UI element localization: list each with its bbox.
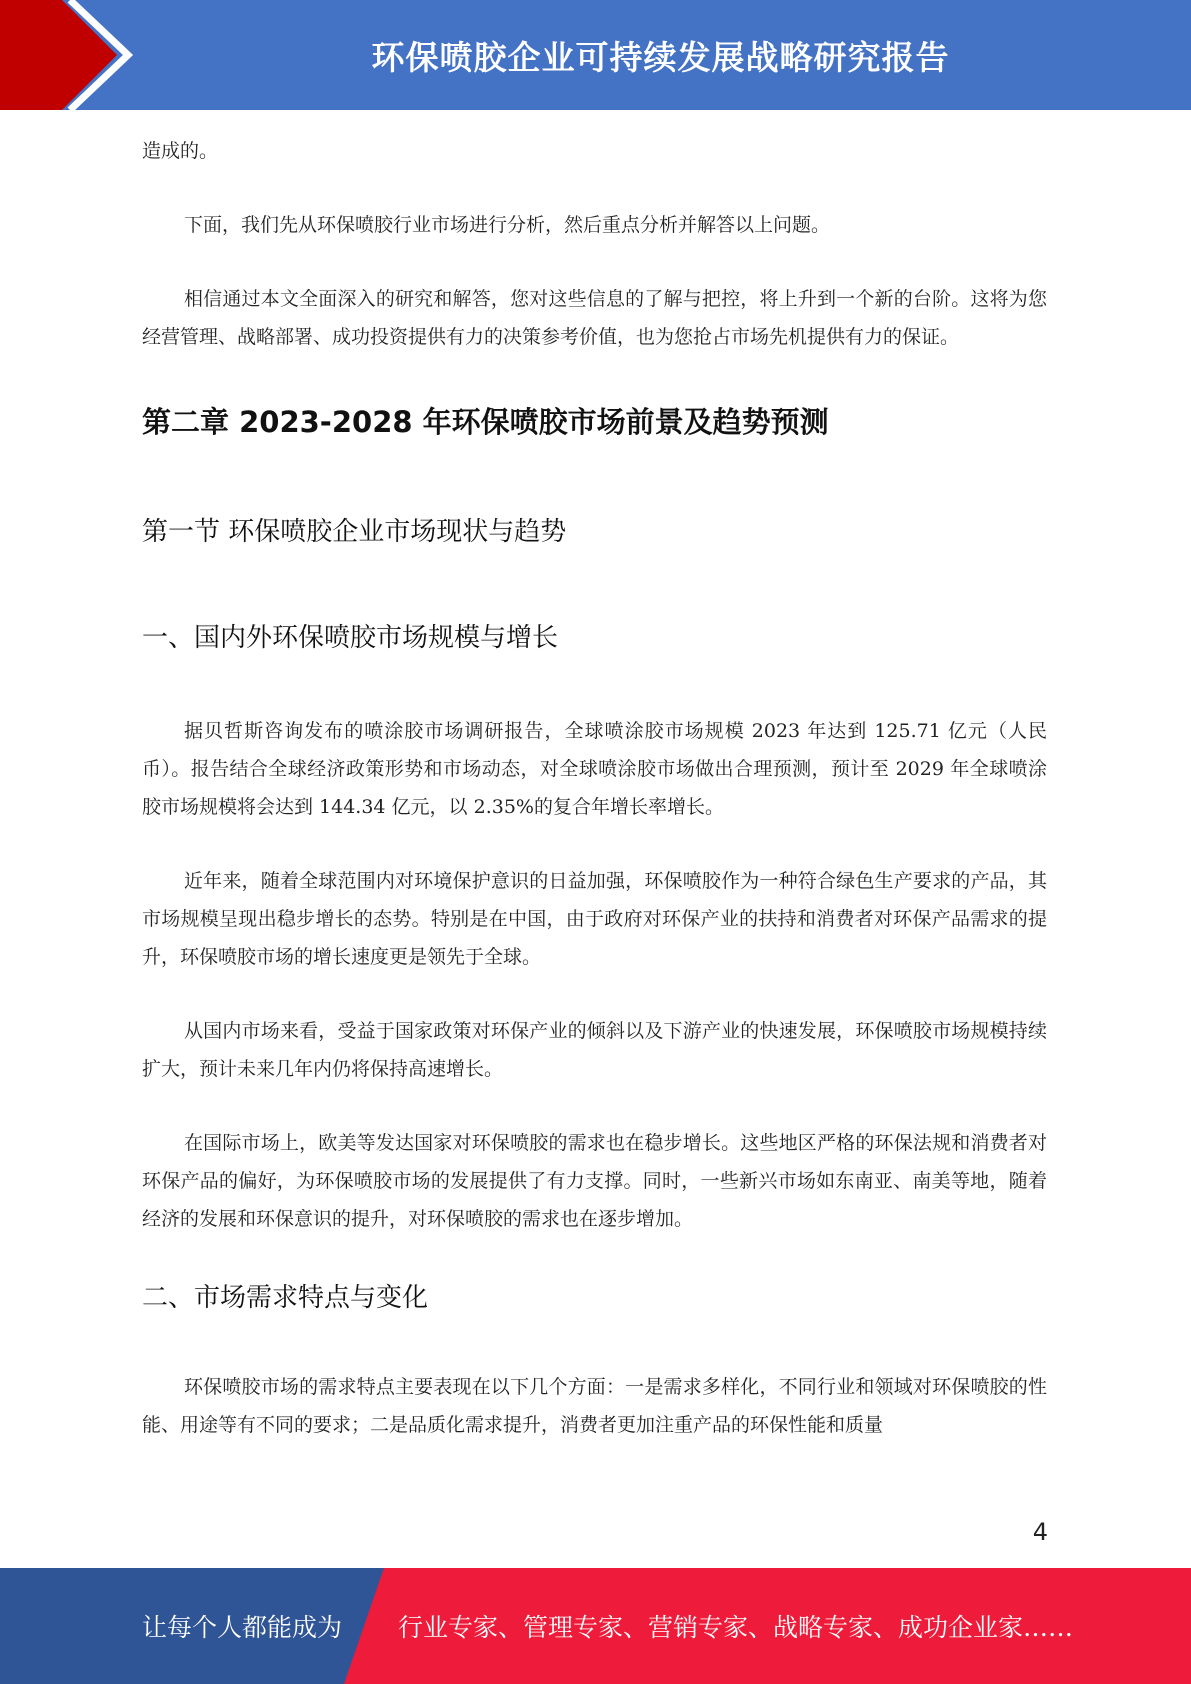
paragraph-2: 下面，我们先从环保喷胶行业市场进行分析，然后重点分析并解答以上问题。 <box>184 214 831 236</box>
footer-slogan-left: 让每个人都能成为 <box>142 1613 343 1642</box>
paragraph-8: 环保喷胶市场的需求特点主要表现在以下几个方面：一是需求多样化，不同行业和领域对环保喷胶的性能、用途等有不同的要求；二是品质化需求提升，消费者更加注重产品的环保性能和质量 <box>142 1376 1047 1436</box>
footer-slogan-right: 行业专家、管理专家、营销专家、战略专家、成功企业家…… <box>398 1613 1074 1642</box>
paragraph-7: 在国际市场上，欧美等发达国家对环保喷胶的需求也在稳步增长。这些地区严格的环保法规和消费者对环保产品的偏好，为环保喷胶市场的发展提供了有力支撑。同时，一些新兴市场如东南亚、南美等地，随着经济的发展和环保意识的提升，对环保喷胶的需求也在逐步增加。 <box>142 1132 1047 1230</box>
paragraph-4: 据贝哲斯咨询发布的喷涂胶市场调研报告，全球喷涂胶市场规模 2023 年达到 125.71 亿元（人民币）。报告结合全球经济政策形势和市场动态，对全球喷涂胶市场做出合理预测，预计至 2029 年全球喷涂胶市场规模将会达到 144.34 亿元，以 2.35%的复合年增长率增长。 <box>142 720 1047 818</box>
page-number: 4 <box>1032 1518 1048 1546</box>
page-header <box>0 0 1191 110</box>
subsection-title-2: 二、市场需求特点与变化 <box>142 1283 429 1313</box>
paragraph-1: 造成的。 <box>142 140 219 162</box>
header-title: 环保喷胶企业可持续发展战略研究报告 <box>371 37 950 77</box>
paragraph-5: 近年来，随着全球范围内对环境保护意识的日益加强，环保喷胶作为一种符合绿色生产要求的产品，其市场规模呈现出稳步增长的态势。特别是在中国，由于政府对环保产业的扶持和消费者对环保产品需求的提升，环保喷胶市场的增长速度更是领先于全球。 <box>142 870 1047 968</box>
subsection-title-1: 一、国内外环保喷胶市场规模与增长 <box>142 623 559 653</box>
paragraph-3: 相信通过本文全面深入的研究和解答，您对这些信息的了解与把控，将上升到一个新的台阶。这将为您经营管理、战略部署、成功投资提供有力的决策参考价值，也为您抢占市场先机提供有力的保证。 <box>142 288 1047 348</box>
page-content <box>142 132 1047 1444</box>
chapter-title: 第二章 2023-2028 年环保喷胶市场前景及趋势预测 <box>142 405 829 439</box>
paragraph-6: 从国内市场来看，受益于国家政策对环保产业的倾斜以及下游产业的快速发展，环保喷胶市场规模持续扩大，预计未来几年内仍将保持高速增长。 <box>142 1020 1047 1080</box>
section-title: 第一节 环保喷胶企业市场现状与趋势 <box>142 517 567 547</box>
page-footer <box>0 1568 1191 1684</box>
header-arrow-icon <box>0 0 160 110</box>
